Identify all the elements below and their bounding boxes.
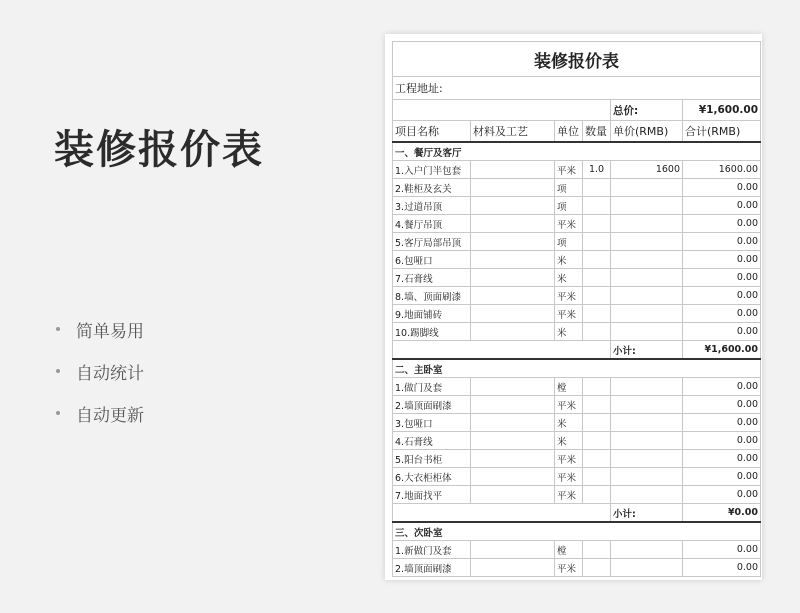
table-row xyxy=(393,432,761,450)
table-row xyxy=(393,269,761,287)
cell-qty[interactable] xyxy=(583,179,611,197)
cell-material[interactable] xyxy=(471,450,555,468)
cell-unit[interactable]: 项 xyxy=(555,233,583,251)
cell-qty[interactable] xyxy=(583,414,611,432)
cell-total[interactable]: 0.00 xyxy=(683,378,761,396)
cell-qty[interactable] xyxy=(583,269,611,287)
cell-unit[interactable]: 平米 xyxy=(555,468,583,486)
cell-unit[interactable]: 平米 xyxy=(555,486,583,504)
feature-label: 自动更新 xyxy=(76,405,144,426)
column-header: 数量 xyxy=(583,121,611,143)
cell-material[interactable] xyxy=(471,486,555,504)
table-row xyxy=(393,287,761,305)
cell-total[interactable]: 0.00 xyxy=(683,559,761,577)
cell-material[interactable] xyxy=(471,432,555,450)
table-row xyxy=(393,486,761,504)
subtotal-row xyxy=(393,504,761,523)
cell-price[interactable] xyxy=(611,450,683,468)
cell-item[interactable]: 3.过道吊顶 xyxy=(393,197,471,215)
cell-item[interactable]: 1.做门及套 xyxy=(393,378,471,396)
cell-price[interactable] xyxy=(611,305,683,323)
table-row xyxy=(393,197,761,215)
cell-material[interactable] xyxy=(471,179,555,197)
cell-qty[interactable]: 1.0 xyxy=(583,161,611,179)
cell-price[interactable] xyxy=(611,486,683,504)
cell-total[interactable]: 0.00 xyxy=(683,396,761,414)
quote-table xyxy=(392,41,761,577)
cell-price[interactable] xyxy=(611,468,683,486)
table-row xyxy=(393,305,761,323)
cell-material[interactable] xyxy=(471,287,555,305)
cell-item[interactable]: 4.餐厅吊顶 xyxy=(393,215,471,233)
cell-unit[interactable]: 平米 xyxy=(555,559,583,577)
table-row xyxy=(393,559,761,577)
cell-unit[interactable]: 平米 xyxy=(555,287,583,305)
subtotal-row xyxy=(393,341,761,360)
cell-total[interactable]: 0.00 xyxy=(683,251,761,269)
cell-price[interactable] xyxy=(611,197,683,215)
cell-price[interactable] xyxy=(611,414,683,432)
cell-unit[interactable]: 平米 xyxy=(555,215,583,233)
cell-material[interactable] xyxy=(471,233,555,251)
cell-price[interactable] xyxy=(611,396,683,414)
cell-item[interactable]: 10.踢脚线 xyxy=(393,323,471,341)
cell-material[interactable] xyxy=(471,251,555,269)
cell-item[interactable]: 8.墙、顶面刷漆 xyxy=(393,287,471,305)
cell-price[interactable] xyxy=(611,179,683,197)
cell-item[interactable]: 9.地面铺砖 xyxy=(393,305,471,323)
table-row xyxy=(393,161,761,179)
cell-unit[interactable]: 米 xyxy=(555,432,583,450)
cell-qty[interactable] xyxy=(583,197,611,215)
cell-unit[interactable]: 平米 xyxy=(555,161,583,179)
feature-item xyxy=(56,350,144,392)
cell-item[interactable]: 2.墙顶面刷漆 xyxy=(393,559,471,577)
feature-item xyxy=(56,308,144,350)
cell-price[interactable] xyxy=(611,233,683,251)
cell-item[interactable]: 6.包哑口 xyxy=(393,251,471,269)
cell-qty[interactable] xyxy=(583,233,611,251)
section-title: 二、主卧室 xyxy=(393,359,761,378)
cell-material[interactable] xyxy=(471,161,555,179)
cell-qty[interactable] xyxy=(583,305,611,323)
cell-material[interactable] xyxy=(471,468,555,486)
section-row xyxy=(393,142,761,161)
table-row xyxy=(393,541,761,559)
feature-label: 简单易用 xyxy=(76,321,144,342)
section-title: 三、次卧室 xyxy=(393,522,761,541)
cell-qty[interactable] xyxy=(583,468,611,486)
cell-material[interactable] xyxy=(471,414,555,432)
cell-qty[interactable] xyxy=(583,486,611,504)
cell-item[interactable]: 2.鞋柜及玄关 xyxy=(393,179,471,197)
cell-item[interactable]: 4.石膏线 xyxy=(393,432,471,450)
cell-unit[interactable]: 米 xyxy=(555,323,583,341)
feature-item xyxy=(56,392,144,434)
cell-item[interactable]: 1.入户门半包套 xyxy=(393,161,471,179)
cell-total[interactable]: 0.00 xyxy=(683,541,761,559)
section-row xyxy=(393,522,761,541)
cell-qty[interactable] xyxy=(583,432,611,450)
table-row xyxy=(393,450,761,468)
cell-qty[interactable] xyxy=(583,215,611,233)
cell-price[interactable] xyxy=(611,432,683,450)
bullet-dot-icon xyxy=(56,411,60,415)
column-header: 合计(RMB) xyxy=(683,121,761,143)
cell-material[interactable] xyxy=(471,305,555,323)
cell-unit[interactable]: 项 xyxy=(555,179,583,197)
cell-total[interactable]: 0.00 xyxy=(683,197,761,215)
cell-total[interactable]: 0.00 xyxy=(683,233,761,251)
cell-price[interactable] xyxy=(611,251,683,269)
cell-price[interactable] xyxy=(611,269,683,287)
cell-total[interactable]: 0.00 xyxy=(683,269,761,287)
cell-unit[interactable]: 米 xyxy=(555,269,583,287)
cell-qty[interactable] xyxy=(583,559,611,577)
cell-item[interactable]: 3.包哑口 xyxy=(393,414,471,432)
subtotal-value: ¥1,600.00 xyxy=(683,341,761,360)
cell-qty[interactable] xyxy=(583,450,611,468)
subtotal-value: ¥0.00 xyxy=(683,504,761,523)
subtotal-label: 小计: xyxy=(611,341,683,360)
total-value: ¥1,600.00 xyxy=(683,100,761,121)
cell-price[interactable] xyxy=(611,559,683,577)
cell-total[interactable]: 0.00 xyxy=(683,450,761,468)
hero-title: 装修报价表 xyxy=(54,127,264,173)
cell-price[interactable] xyxy=(611,378,683,396)
subtotal-spacer xyxy=(393,341,611,360)
column-header: 单价(RMB) xyxy=(611,121,683,143)
cell-total[interactable]: 0.00 xyxy=(683,468,761,486)
cell-item[interactable]: 2.墙顶面刷漆 xyxy=(393,396,471,414)
feature-list xyxy=(56,308,144,434)
cell-total[interactable]: 0.00 xyxy=(683,486,761,504)
spreadsheet-preview xyxy=(385,34,762,580)
cell-unit[interactable]: 项 xyxy=(555,197,583,215)
column-header: 材料及工艺 xyxy=(471,121,555,143)
total-label: 总价: xyxy=(611,100,683,121)
cell-total[interactable]: 0.00 xyxy=(683,414,761,432)
cell-unit[interactable]: 米 xyxy=(555,414,583,432)
cell-item[interactable]: 7.石膏线 xyxy=(393,269,471,287)
cell-material[interactable] xyxy=(471,378,555,396)
cell-qty[interactable] xyxy=(583,541,611,559)
cell-item[interactable]: 5.阳台书柜 xyxy=(393,450,471,468)
cell-total[interactable]: 0.00 xyxy=(683,432,761,450)
cell-price[interactable]: 1600 xyxy=(611,161,683,179)
cell-price[interactable] xyxy=(611,541,683,559)
cell-unit[interactable]: 平米 xyxy=(555,396,583,414)
bullet-dot-icon xyxy=(56,327,60,331)
cell-price[interactable] xyxy=(611,323,683,341)
cell-material[interactable] xyxy=(471,215,555,233)
sheet-title: 装修报价表 xyxy=(393,42,761,77)
cell-material[interactable] xyxy=(471,559,555,577)
column-header: 项目名称 xyxy=(393,121,471,143)
address-label[interactable]: 工程地址: xyxy=(393,77,761,100)
cell-qty[interactable] xyxy=(583,287,611,305)
cell-unit[interactable]: 平米 xyxy=(555,450,583,468)
cell-qty[interactable] xyxy=(583,251,611,269)
cell-total[interactable]: 0.00 xyxy=(683,179,761,197)
table-row xyxy=(393,323,761,341)
cell-item[interactable]: 6.大衣柜柜体 xyxy=(393,468,471,486)
table-row xyxy=(393,396,761,414)
cell-price[interactable] xyxy=(611,215,683,233)
section-title: 一、餐厅及客厅 xyxy=(393,142,761,161)
cell-unit[interactable]: 平米 xyxy=(555,305,583,323)
column-header: 单位 xyxy=(555,121,583,143)
cell-material[interactable] xyxy=(471,323,555,341)
cell-qty[interactable] xyxy=(583,396,611,414)
cell-total[interactable]: 0.00 xyxy=(683,323,761,341)
cell-qty[interactable] xyxy=(583,378,611,396)
cell-total[interactable]: 0.00 xyxy=(683,215,761,233)
cell-material[interactable] xyxy=(471,269,555,287)
cell-unit[interactable]: 樘 xyxy=(555,541,583,559)
table-row xyxy=(393,233,761,251)
table-row xyxy=(393,251,761,269)
table-row xyxy=(393,179,761,197)
cell-item[interactable]: 7.地面找平 xyxy=(393,486,471,504)
table-row xyxy=(393,378,761,396)
cell-total[interactable]: 0.00 xyxy=(683,287,761,305)
subtotal-label: 小计: xyxy=(611,504,683,523)
cell-unit[interactable]: 樘 xyxy=(555,378,583,396)
cell-material[interactable] xyxy=(471,197,555,215)
subtotal-spacer xyxy=(393,504,611,523)
cell-item[interactable]: 1.新做门及套 xyxy=(393,541,471,559)
cell-price[interactable] xyxy=(611,287,683,305)
cell-item[interactable]: 5.客厅局部吊顶 xyxy=(393,233,471,251)
cell-qty[interactable] xyxy=(583,323,611,341)
total-spacer xyxy=(393,100,611,121)
cell-unit[interactable]: 米 xyxy=(555,251,583,269)
cell-material[interactable] xyxy=(471,396,555,414)
feature-label: 自动统计 xyxy=(76,363,144,384)
cell-total[interactable]: 1600.00 xyxy=(683,161,761,179)
cell-material[interactable] xyxy=(471,541,555,559)
table-row xyxy=(393,414,761,432)
table-row xyxy=(393,468,761,486)
bullet-dot-icon xyxy=(56,369,60,373)
cell-total[interactable]: 0.00 xyxy=(683,305,761,323)
table-row xyxy=(393,215,761,233)
section-row xyxy=(393,359,761,378)
